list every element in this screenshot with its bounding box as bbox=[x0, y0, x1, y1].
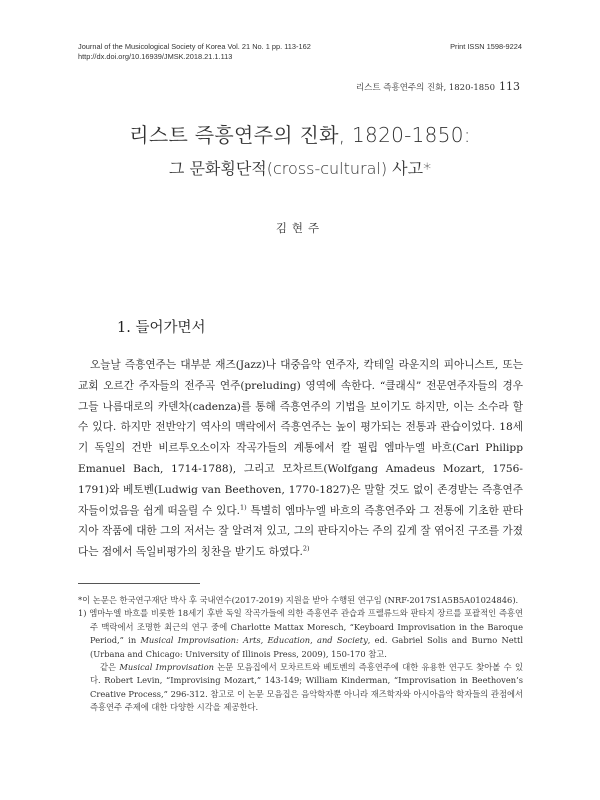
paper-title: 리스트 즉흥연주의 진화, 1820-1850: bbox=[129, 123, 471, 147]
footnotes bbox=[78, 594, 523, 715]
section-heading: 1. 들어가면서 bbox=[117, 320, 206, 336]
body-text bbox=[78, 355, 523, 563]
running-head-title: 리스트 즉흥연주의 진화, 1820-1850 bbox=[355, 83, 495, 93]
paper-subtitle: 그 문화횡단적(cross-cultural) 사고* bbox=[168, 159, 432, 178]
footnote-acknowledgement: *이 논문은 한국연구재단 박사 후 국내연수(2017-2019) 지원을 받아 수행된 연구임 (NRF-2017S1A5B5A01024846). bbox=[78, 595, 519, 605]
journal-header bbox=[78, 42, 311, 61]
page-number: 113 bbox=[499, 80, 520, 93]
footnote-ref-1[interactable]: 1) bbox=[240, 503, 247, 512]
footnote-1: 1) 엠마누엘 바흐를 비롯한 18세기 후반 독일 작곡가들에 의한 즉흥연주 관습과 프렐류드와 판타지 장르를 포괄적인 즉흥연주 맥락에서 조명한 최근의 연구 중에 Charlotte Mattax Moresch, “Keyboard Improvisation in the Baroque Period,” in Musical Improvisation: Arts, Education, and Society, ed. Gabriel Solis and Burno Nettl (Urbana and Chicago: University of Illinois Press, 2009), 150-170 참고. bbox=[78, 608, 523, 659]
footnote-1-continued: 같은 Musical Improvisation 논문 모음집에서 모차르트와 베토벤의 즉흥연주에 대한 유용한 연구도 찾아볼 수 있다. Robert Levin, “Improvising Mozart,” 143-149; William Kinderman, “Improvisation in Beethoven’s Creative Process,” 296-312. 참고로 이 논문 모음집은 음악학자뿐 아니라 재즈학자와 아시아음악 학자들의 관점에서 즉흥연주 주제에 대한 다양한 시각을 제공한다. bbox=[90, 662, 523, 713]
journal-citation: Journal of the Musicological Society of Korea Vol. 21 No. 1 pp. 113-162 bbox=[78, 42, 311, 51]
body-paragraph: 오늘날 즉흥연주는 대부분 재즈(Jazz)나 대중음악 연주자, 칵테일 라운지의 피아니스트, 또는 교회 오르간 주자들의 전주곡 연주(preluding) 영역에 속한다. “클래식” 전문연주자들의 경우 그들 나름대로의 카덴차(cadenza)를 통해 즉흥연주의 기법을 보이기도 하지만, 이는 소수라 할 수 있다. 하지만 전반악기 역사의 맥락에서 즉흥연주는 높이 평가되는 전통과 관습이었다. 18세기 독일의 건반 비르투오소이자 작곡가들의 계통에서 칼 필립 엠마누엘 바흐(Carl Philipp Emanuel Bach, 1714-1788), 그리고 모차르트(Wolfgang Amadeus Mozart, 1756-1791)와 베토벤(Ludwig van Beethoven, 1770-1827)은 말할 것도 없이 존경받는 즉흥연주자들이었음을 쉽게 떠올릴 수 있다.$^{1)}$ 특별히 엠마누엘 바흐의 즉흥연주와 그 전통에 기초한 판타지아 작품에 대한 그의 저서는 잘 알려져 있고, 그의 판타지아는 주의 깊게 잘 엮어진 구조를 가졌다는 점에서 독일비평가의 칭찬을 받기도 하였다.$^{2)}$ bbox=[78, 359, 523, 559]
author-name: 김현주 bbox=[275, 221, 325, 235]
running-head bbox=[356, 80, 520, 93]
doi-link[interactable]: http://dx.doi.org/10.16939/JMSK.2018.21.1.113 bbox=[78, 51, 233, 61]
footnote-divider bbox=[78, 583, 200, 584]
issn-label: Print ISSN 1598-9224 bbox=[450, 42, 522, 51]
footnote-ref-2[interactable]: 2) bbox=[302, 544, 310, 553]
